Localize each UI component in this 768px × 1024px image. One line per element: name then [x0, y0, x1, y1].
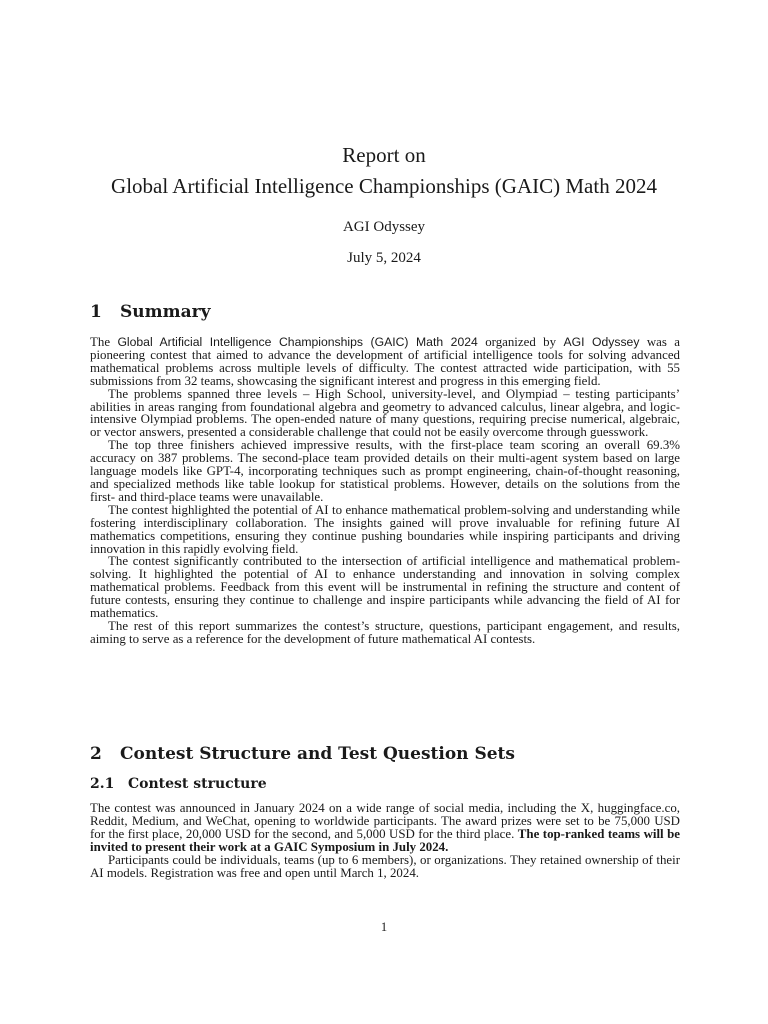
paragraph: [90, 802, 680, 854]
page-number: 1: [380, 920, 388, 934]
subsection-2-1-body: [90, 802, 680, 879]
document-title: [0, 140, 768, 202]
contest-name: Global Artificial Intelligence Championships (GAIC) Math 2024: [117, 335, 478, 349]
text-run: The: [90, 335, 118, 349]
subsection-number: 2.1: [90, 776, 115, 792]
text-run: organized by: [477, 335, 564, 349]
paragraph: The contest highlighted the potential of AI to enhance mathematical problem-solving and understanding while fostering interdisciplinary collaboration. The insights gained will prove invaluable for refining future AI mathematics competitions, ensuring they continue pushing boundaries while inspiring participants and driving innovation in this rapidly evolving field.: [90, 502, 680, 556]
author: AGI Odyssey: [342, 219, 426, 235]
date: July 5, 2024: [347, 250, 421, 266]
text-run: was a pioneering contest that aimed to advance the development of artificial intelligence tools for solving advanced mathematical problems across multiple levels of difficulty. The contest attracted wide participation, with 55 submissions from 32 teams, showcasing the significant interest and progress in this emerging field.: [90, 335, 680, 388]
section-number: 1: [90, 302, 102, 322]
section-number: 2: [90, 744, 102, 764]
paragraph: The problems spanned three levels – High School, university-level, and Olympiad – testing participants’ abilities in areas ranging from foundational algebra and geometry to advanced calculus, linear algebra, and logic-intensive Olympiad problems. The open-ended nature of many questions, requiring precise numerical, algebraic, or vector answers, presented a considerable challenge that could not be easily overcome through guesswork.: [90, 386, 680, 440]
section-1-heading: [90, 302, 210, 322]
paragraph: The contest significantly contributed to the intersection of artificial intelligence and mathematical problem-solving. It highlighted the potential of AI to enhance understanding and innovation in solving complex mathematical problems. Feedback from this event will be instrumental in refining the structure and content of future contests, ensuring they continue to challenge and inspire participants while advancing the field of AI for mathematics.: [90, 554, 680, 621]
paragraph: [90, 336, 680, 388]
paragraph: The top three finishers achieved impressive results, with the first-place team scoring an overall 69.3% accuracy on 387 problems. The second-place team provided details on their multi-agent system based on large language models like GPT-4, incorporating techniques such as prompt engineering, chain-of-thought reasoning, and specialized methods like table lookup for statistical problems. However, details on the solutions from the first- and third-place teams were unavailable.: [90, 438, 680, 504]
section-2-heading: [90, 744, 515, 764]
text-run: The contest was announced in January 2024 on a wide range of social media, including the X, huggingface.co, Reddit, Medium, and WeChat, opening to worldwide participants. The award prizes were set to be 75,000 USD for the first place, 20,000 USD for the second, and 5,000 USD for the third place.: [90, 801, 680, 841]
title-line-1: Report on: [342, 143, 426, 167]
title-line-2: Global Artificial Intelligence Championships (GAIC) Math 2024: [111, 174, 657, 198]
subsection-2-1-heading: [90, 776, 267, 792]
section-1-body: [90, 336, 680, 646]
subsection-title: Contest structure: [128, 776, 267, 792]
paragraph: Participants could be individuals, teams (up to 6 members), or organizations. They retained ownership of their AI models. Registration was free and open until March 1, 2024.: [90, 852, 680, 880]
organizer-name: AGI Odyssey: [563, 335, 640, 349]
bold-text: The top-ranked teams will be invited to present their work at a GAIC Symposium in July 2024.: [90, 826, 681, 854]
paragraph: The rest of this report summarizes the contest’s structure, questions, participant engagement, and results, aiming to serve as a reference for the development of future mathematical AI contests.: [90, 618, 680, 646]
section-title: Contest Structure and Test Question Sets: [120, 744, 515, 764]
section-title: Summary: [120, 302, 211, 322]
